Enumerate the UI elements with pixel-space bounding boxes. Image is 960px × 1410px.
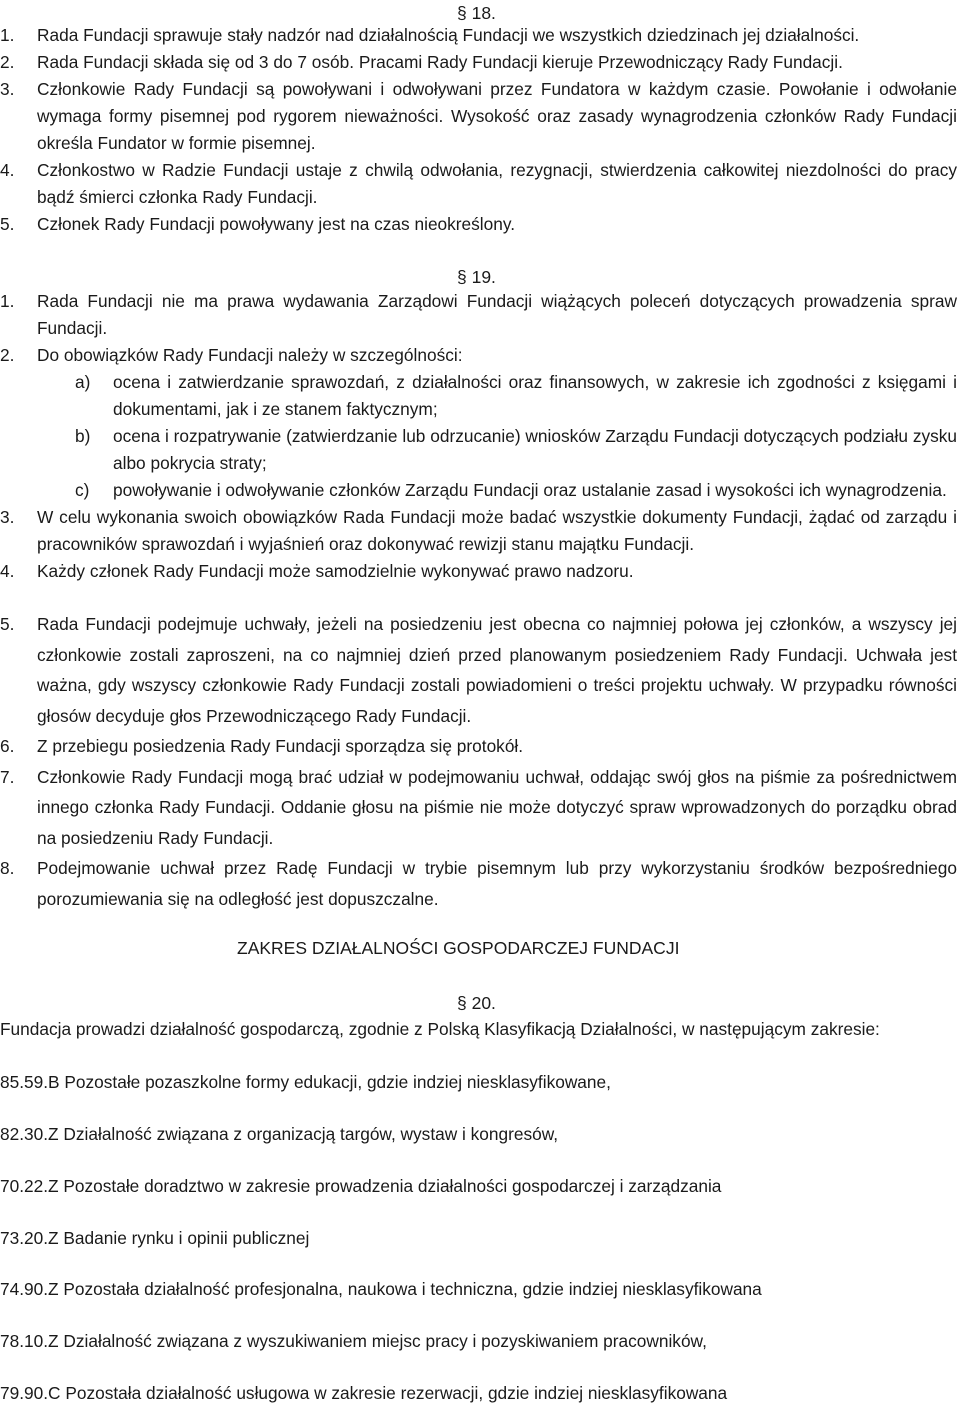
list-item: [0, 22, 957, 49]
item-text: Z przebiegu posiedzenia Rady Fundacji sporządza się protokół.: [37, 736, 524, 756]
section-19-heading: § 19.: [457, 267, 496, 287]
item-number: 2.: [0, 345, 15, 365]
list-item: [0, 76, 957, 157]
item-text: Każdy członek Rady Fundacji może samodzielnie wykonywać prawo nadzoru.: [37, 561, 634, 581]
section-19-list-continued: [0, 609, 957, 914]
section-title: ZAKRES DZIAŁALNOŚCI GOSPODARCZEJ FUNDACJI: [237, 938, 680, 958]
item-text: Rada Fundacji podejmuje uchwały, jeżeli na posiedzeniu jest obecna co najmniej połowa jej członków, a wszyscy jej członkowie zostali zaproszeni, na co najmniej dzień przed planowanym posiedzeniem Rady Fundacji. Uchwała jest ważna, gdy wszyscy członkowie Rady Fundacji zostali powiadomieni o treści projektu uchwały. W przypadku równości głosów decyduje głos Przewodniczącego Rady Fundacji.: [37, 614, 957, 726]
sub-item-letter: a): [75, 372, 91, 392]
item-number: 5.: [0, 214, 15, 234]
pkd-code-item: 85.59.B Pozostałe pozaszkolne formy edukacji, gdzie indziej niesklasyfikowane,: [0, 1072, 611, 1092]
section-20-intro: Fundacja prowadzi działalność gospodarczą, zgodnie z Polską Klasyfikacją Działalności, w następującym zakresie:: [0, 1019, 880, 1039]
section-18-heading: § 18.: [457, 3, 496, 23]
item-number: 1.: [0, 291, 15, 311]
pkd-code-item: 78.10.Z Działalność związana z wyszukiwaniem miejsc pracy i pozyskiwaniem pracowników,: [0, 1331, 707, 1351]
section-18-list: [0, 22, 957, 238]
item-number: 2.: [0, 52, 15, 72]
item-number: 8.: [0, 858, 15, 878]
item-number: 3.: [0, 507, 15, 527]
item-text: Członkostwo w Radzie Fundacji ustaje z chwilą odwołania, rezygnacji, stwierdzenia całkowitej niezdolności do pracy bądź śmierci członka Rady Fundacji.: [37, 160, 957, 207]
sub-item: [0, 423, 957, 477]
sub-item: [0, 369, 957, 423]
list-item: [0, 558, 957, 585]
list-item: [0, 211, 957, 238]
sub-item-text: ocena i zatwierdzanie sprawozdań, z działalności oraz finansowych, w zakresie ich zgodności z księgami i dokumentami, jak i ze stanem faktycznym;: [113, 372, 957, 419]
list-item: [0, 609, 957, 731]
list-item: [0, 853, 957, 914]
item-text: Do obowiązków Rady Fundacji należy w szczególności:: [37, 345, 463, 365]
item-text: Rada Fundacji sprawuje stały nadzór nad działalnością Fundacji we wszystkich dziedzinach jej działalności.: [37, 25, 860, 45]
item-number: 1.: [0, 25, 15, 45]
item-text: Członkowie Rady Fundacji są powoływani i odwoływani przez Fundatora w każdym czasie. Powołanie i odwołanie wymaga formy pisemnej pod rygorem nieważności. Wysokość oraz zasady wynagrodzenia członków Rady Fundacji określa Fundator w formie pisemnej.: [37, 79, 957, 153]
sub-item-letter: b): [75, 426, 91, 446]
item-number: 4.: [0, 561, 15, 581]
sub-item-letter: c): [75, 480, 90, 500]
pkd-code-item: 73.20.Z Badanie rynku i opinii publicznej: [0, 1228, 310, 1248]
item-number: 3.: [0, 79, 15, 99]
item-number: 6.: [0, 736, 15, 756]
list-item: [0, 49, 957, 76]
section-20-heading: § 20.: [457, 993, 496, 1013]
pkd-code-item: 82.30.Z Działalność związana z organizacją targów, wystaw i kongresów,: [0, 1124, 559, 1144]
list-item: [0, 731, 957, 762]
list-item: [0, 762, 957, 854]
list-item: [0, 288, 957, 342]
item-number: 5.: [0, 614, 15, 634]
pkd-code-item: 70.22.Z Pozostałe doradztwo w zakresie prowadzenia działalności gospodarczej i zarządzania: [0, 1176, 722, 1196]
item-text: Członek Rady Fundacji powoływany jest na czas nieokreślony.: [37, 214, 516, 234]
sub-item: [0, 477, 957, 504]
list-item: [0, 342, 957, 369]
section-19-list: [0, 288, 957, 585]
pkd-code-item: 79.90.C Pozostała działalność usługowa w zakresie rezerwacji, gdzie indziej niesklasyfikowana: [0, 1383, 728, 1403]
sub-item-text: powoływanie i odwoływanie członków Zarządu Fundacji oraz ustalanie zasad i wysokości ich wynagrodzenia.: [113, 480, 947, 500]
item-text: Podejmowanie uchwał przez Radę Fundacji w trybie pisemnym lub przy wykorzystaniu środków bezpośredniego porozumiewania się na odległość jest dopuszczalne.: [37, 858, 957, 909]
pkd-code-item: 74.90.Z Pozostała działalność profesjonalna, naukowa i techniczna, gdzie indziej niesklasyfikowana: [0, 1279, 762, 1299]
sub-item-text: ocena i rozpatrywanie (zatwierdzanie lub odrzucanie) wniosków Zarządu Fundacji dotyczących podziału zysku albo pokrycia straty;: [113, 426, 957, 473]
item-number: 7.: [0, 766, 15, 787]
list-item: [0, 157, 957, 211]
item-text: Rada Fundacji nie ma prawa wydawania Zarządowi Fundacji wiążących poleceń dotyczących prowadzenia spraw Fundacji.: [37, 291, 957, 338]
item-text: W celu wykonania swoich obowiązków Rada Fundacji może badać wszystkie dokumenty Fundacji, żądać od zarządu i pracowników sprawozdań i wyjaśnień oraz dokonywać rewizji stanu majątku Fundacji.: [37, 507, 957, 554]
list-item: [0, 504, 957, 558]
item-number: 4.: [0, 160, 15, 180]
item-text: Rada Fundacji składa się od 3 do 7 osób. Pracami Rady Fundacji kieruje Przewodniczący Rady Fundacji.: [37, 52, 843, 72]
item-text: Członkowie Rady Fundacji mogą brać udział w podejmowaniu uchwał, oddając swój głos na piśmie za pośrednictwem innego członka Rady Fundacji. Oddanie głosu na piśmie nie może dotyczyć spraw wprowadzonych do porządku obrad na posiedzeniu Rady Fundacji.: [37, 766, 957, 848]
